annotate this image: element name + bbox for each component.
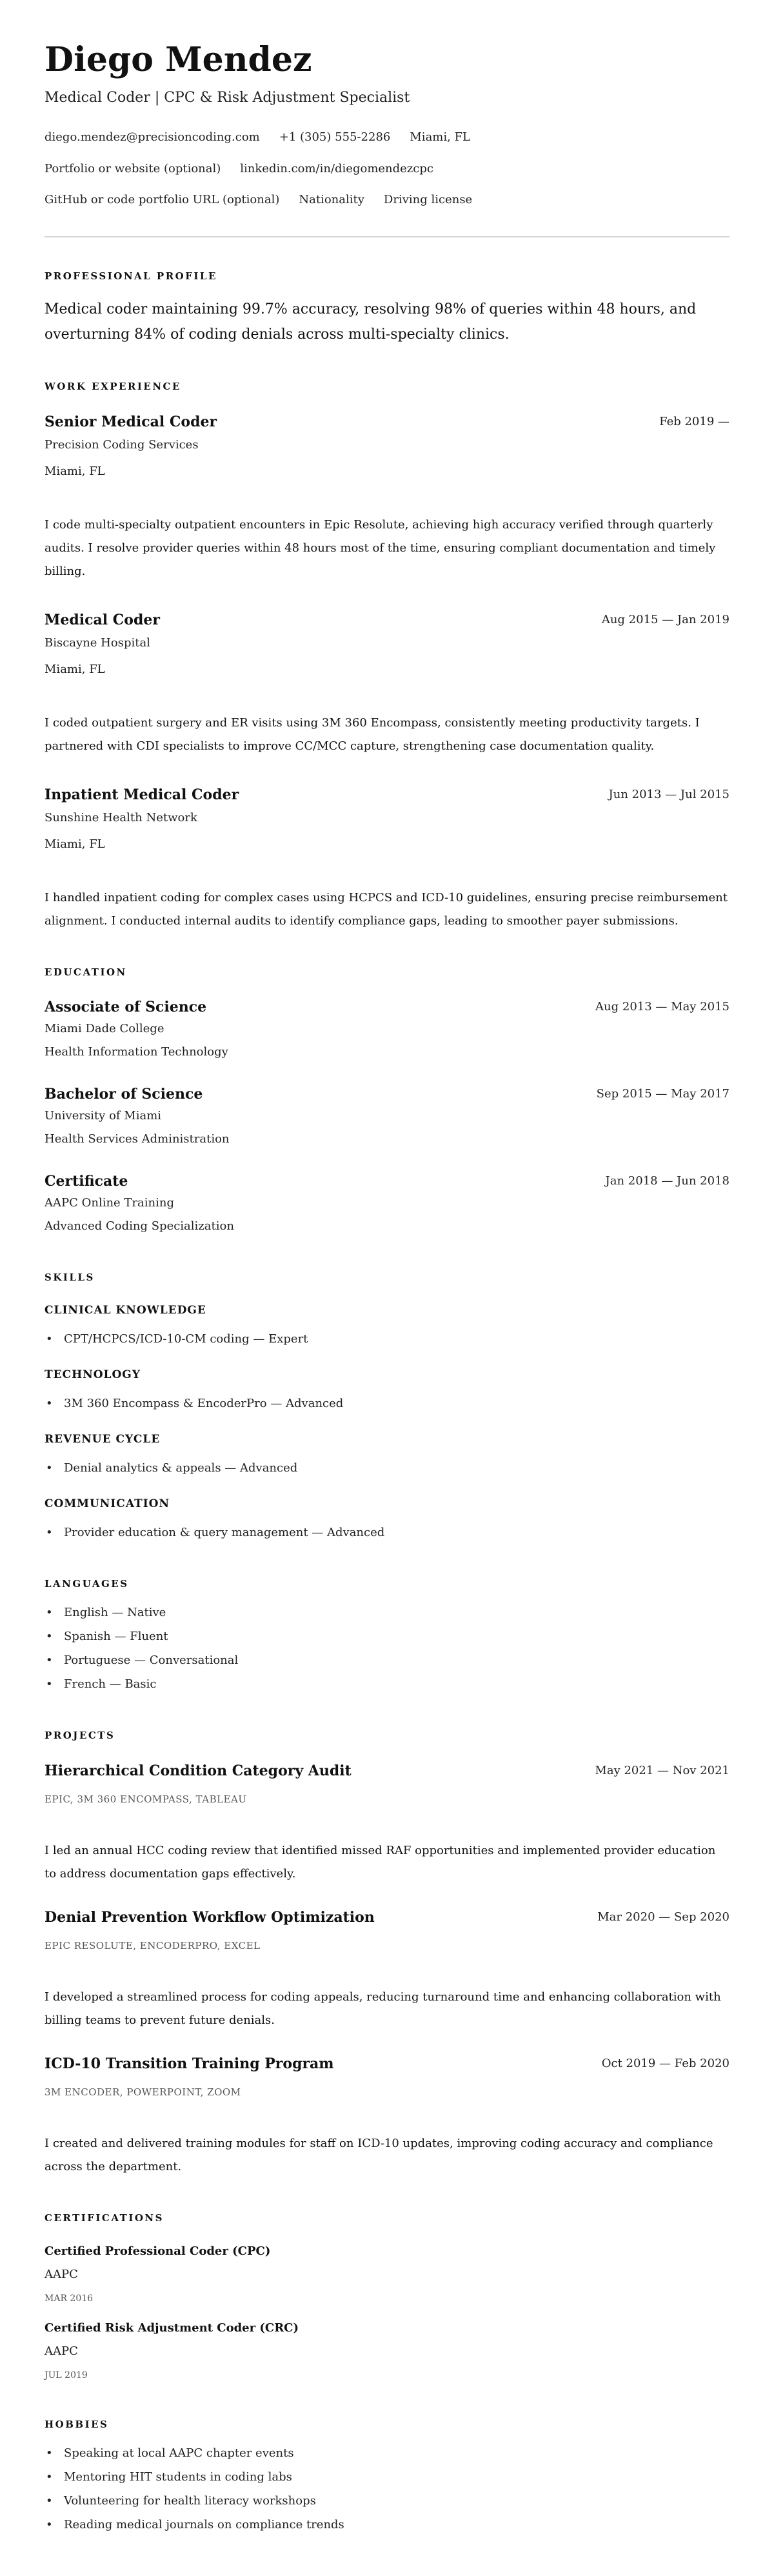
languages-section (45, 1576, 729, 1696)
candidate-headline: Medical Coder | CPC & Risk Adjustment Specialist (45, 90, 410, 106)
project-dates: Oct 2019 — Feb 2020 (601, 2057, 729, 2070)
bullet-icon: • (46, 1677, 53, 1691)
list-item-text: Mentoring HIT students in coding labs (64, 2470, 292, 2484)
projects-section (45, 1728, 729, 2179)
bullet-icon: • (46, 1653, 53, 1667)
contact-item: +1 (305) 555-2286 (279, 130, 391, 144)
bullet-icon: • (46, 2494, 53, 2508)
field-of-study: Health Services Administration (45, 1132, 230, 1146)
education-entry (45, 1083, 729, 1151)
project-description: I led an annual HCC coding review that identified missed RAF opportunities and implemented provider education to address documentation gaps effectively. (45, 1844, 716, 1881)
list-item-text: 3M 360 Encompass & EncoderPro — Advanced (64, 1397, 344, 1410)
education-section (45, 964, 729, 1238)
list-item-text: Provider education & query management — Advanced (64, 1526, 385, 1539)
contact-item: Portfolio or website (optional) (45, 162, 221, 175)
section-title: PROJECTS (45, 1730, 115, 1741)
skill-item (45, 1392, 729, 1415)
work-entry (45, 410, 729, 583)
hobby-list (45, 2441, 729, 2537)
skill-list (45, 1327, 729, 1351)
entry-header (45, 1170, 729, 1193)
entry-header (45, 783, 729, 806)
certification-name: Certified Risk Adjustment Coder (CRC) (45, 2321, 299, 2335)
bullet-icon: • (46, 1630, 53, 1643)
list-item-text: CPT/HCPCS/ICD-10-CM coding — Expert (64, 1332, 308, 1346)
certification-entry (45, 2319, 729, 2385)
company-name: Biscayne Hospital (45, 636, 150, 650)
project-entry (45, 2052, 729, 2179)
certifications-section (45, 2210, 729, 2385)
certification-date: JUL 2019 (45, 2370, 88, 2381)
education-dates: Aug 2013 — May 2015 (595, 1000, 729, 1013)
section-title: HOBBIES (45, 2419, 109, 2430)
project-title: Hierarchical Condition Category Audit (45, 1762, 352, 1779)
contact-info (45, 126, 729, 212)
contact-item: Nationality (299, 193, 364, 206)
job-description: I code multi-specialty outpatient encounters in Epic Resolute, achieving high accuracy verified through quarterly audits. I resolve provider queries within 48 hours most of the time, ensuring compliant documentation and timely billing. (45, 518, 716, 578)
skill-item (45, 1456, 729, 1480)
work-experience-section (45, 379, 729, 933)
profile-summary: Medical coder maintaining 99.7% accuracy, resolving 98% of queries within 48 hours, and overturning 84% of coding denials across multi-specialty clinics. (45, 301, 697, 343)
project-dates: Mar 2020 — Sep 2020 (597, 1910, 729, 1924)
education-dates: Sep 2015 — May 2017 (596, 1087, 729, 1101)
job-dates: Feb 2019 — (659, 415, 729, 428)
job-location: Miami, FL (45, 837, 105, 851)
project-technologies: EPIC, 3M 360 ENCOMPASS, TABLEAU (45, 1793, 247, 1805)
language-list (45, 1601, 729, 1696)
list-item-text: Portuguese — Conversational (64, 1653, 239, 1667)
school-name: AAPC Online Training (45, 1196, 174, 1210)
language-item (45, 1624, 729, 1648)
education-entry (45, 995, 729, 1064)
profile-section (45, 268, 729, 347)
hobby-item (45, 2441, 729, 2465)
degree-title: Associate of Science (45, 999, 207, 1015)
skill-category-title: TECHNOLOGY (45, 1368, 141, 1381)
skills-section (45, 1270, 729, 1544)
project-description: I created and delivered training modules for staff on ICD-10 updates, improving coding accuracy and compliance across the department. (45, 2137, 713, 2173)
work-entry (45, 608, 729, 758)
list-item-text: Denial analytics & appeals — Advanced (64, 1461, 298, 1475)
bullet-icon: • (46, 1397, 53, 1410)
skill-item (45, 1327, 729, 1351)
project-dates: May 2021 — Nov 2021 (595, 1764, 729, 1777)
contact-row (45, 157, 729, 181)
project-entry (45, 1906, 729, 2032)
project-description: I developed a streamlined process for coding appeals, reducing turnaround time and enhancing collaboration with billing teams to prevent future denials. (45, 1990, 721, 2027)
contact-row (45, 126, 729, 149)
section-title: CERTIFICATIONS (45, 2212, 164, 2224)
project-technologies: EPIC RESOLUTE, ENCODERPRO, EXCEL (45, 1940, 261, 1952)
skill-category-title: COMMUNICATION (45, 1497, 170, 1510)
certification-name: Certified Professional Coder (CPC) (45, 2244, 271, 2258)
education-entry (45, 1170, 729, 1238)
certification-entry (45, 2242, 729, 2308)
degree-title: Bachelor of Science (45, 1086, 203, 1103)
section-title: PROFESSIONAL PROFILE (45, 270, 217, 282)
certification-date: MAR 2016 (45, 2293, 94, 2304)
entry-header (45, 2052, 729, 2075)
field-of-study: Health Information Technology (45, 1045, 228, 1059)
job-location: Miami, FL (45, 663, 105, 676)
contact-item: Miami, FL (410, 130, 471, 144)
skill-list (45, 1456, 729, 1480)
skill-category-title: CLINICAL KNOWLEDGE (45, 1304, 206, 1317)
section-title: WORK EXPERIENCE (45, 381, 181, 392)
field-of-study: Advanced Coding Specialization (45, 1219, 234, 1233)
candidate-name: Diego Mendez (45, 40, 312, 79)
job-title: Senior Medical Coder (45, 414, 217, 430)
job-description: I handled inpatient coding for complex cases using HCPCS and ICD-10 guidelines, ensuring precise reimbursement alignment. I conducted internal audits to identify compliance gaps, leading to smoother payer submissions. (45, 891, 728, 928)
language-item (45, 1648, 729, 1672)
skill-item (45, 1521, 729, 1544)
contact-item: GitHub or code portfolio URL (optional) (45, 193, 280, 206)
degree-title: Certificate (45, 1173, 128, 1190)
entry-header (45, 995, 729, 1019)
bullet-icon: • (46, 1526, 53, 1539)
section-title: EDUCATION (45, 966, 127, 978)
project-title: ICD-10 Transition Training Program (45, 2055, 334, 2072)
contact-item: diego.mendez@precisioncoding.com (45, 130, 260, 144)
bullet-icon: • (46, 2446, 53, 2460)
header-divider (45, 236, 729, 237)
section-title: LANGUAGES (45, 1578, 129, 1590)
entry-header (45, 1083, 729, 1106)
entry-header (45, 608, 729, 632)
project-title: Denial Prevention Workflow Optimization (45, 1909, 375, 1926)
bullet-icon: • (46, 1606, 53, 1619)
list-item-text: Speaking at local AAPC chapter events (64, 2446, 294, 2460)
language-item (45, 1672, 729, 1696)
list-item-text: Spanish — Fluent (64, 1630, 168, 1643)
hobby-item (45, 2513, 729, 2537)
job-description: I coded outpatient surgery and ER visits using 3M 360 Encompass, consistently meeting productivity targets. I partnered with CDI specialists to improve CC/MCC capture, strengthening case documentation quality. (45, 716, 700, 753)
entry-header (45, 1759, 729, 1782)
job-title: Inpatient Medical Coder (45, 786, 239, 803)
hobby-item (45, 2489, 729, 2513)
bullet-icon: • (46, 1461, 53, 1475)
job-dates: Jun 2013 — Jul 2015 (608, 788, 729, 801)
entry-header (45, 1906, 729, 1929)
school-name: Miami Dade College (45, 1022, 164, 1035)
school-name: University of Miami (45, 1109, 162, 1123)
bullet-icon: • (46, 2470, 53, 2484)
education-dates: Jan 2018 — Jun 2018 (605, 1174, 729, 1188)
project-entry (45, 1759, 729, 1886)
skill-list (45, 1392, 729, 1415)
hobby-item (45, 2465, 729, 2489)
section-title: SKILLS (45, 1272, 95, 1283)
bullet-icon: • (46, 2518, 53, 2531)
job-dates: Aug 2015 — Jan 2019 (601, 613, 729, 626)
company-name: Precision Coding Services (45, 438, 199, 452)
skill-list (45, 1521, 729, 1544)
bullet-icon: • (46, 1332, 53, 1346)
hobbies-section (45, 2417, 729, 2537)
job-title: Medical Coder (45, 612, 160, 628)
list-item-text: English — Native (64, 1606, 166, 1619)
project-technologies: 3M ENCODER, POWERPOINT, ZOOM (45, 2086, 241, 2098)
list-item-text: Volunteering for health literacy workshops (64, 2494, 316, 2508)
list-item-text: French — Basic (64, 1677, 157, 1691)
contact-item: Driving license (383, 193, 473, 206)
work-entry (45, 783, 729, 933)
language-item (45, 1601, 729, 1624)
certification-issuer: AAPC (45, 2344, 78, 2358)
job-location: Miami, FL (45, 464, 105, 478)
skill-category-title: REVENUE CYCLE (45, 1433, 161, 1446)
certification-issuer: AAPC (45, 2268, 78, 2281)
list-item-text: Reading medical journals on compliance trends (64, 2518, 344, 2531)
contact-item: linkedin.com/in/diegomendezcpc (240, 162, 433, 175)
contact-row (45, 188, 729, 212)
entry-header (45, 410, 729, 434)
company-name: Sunshine Health Network (45, 811, 197, 824)
